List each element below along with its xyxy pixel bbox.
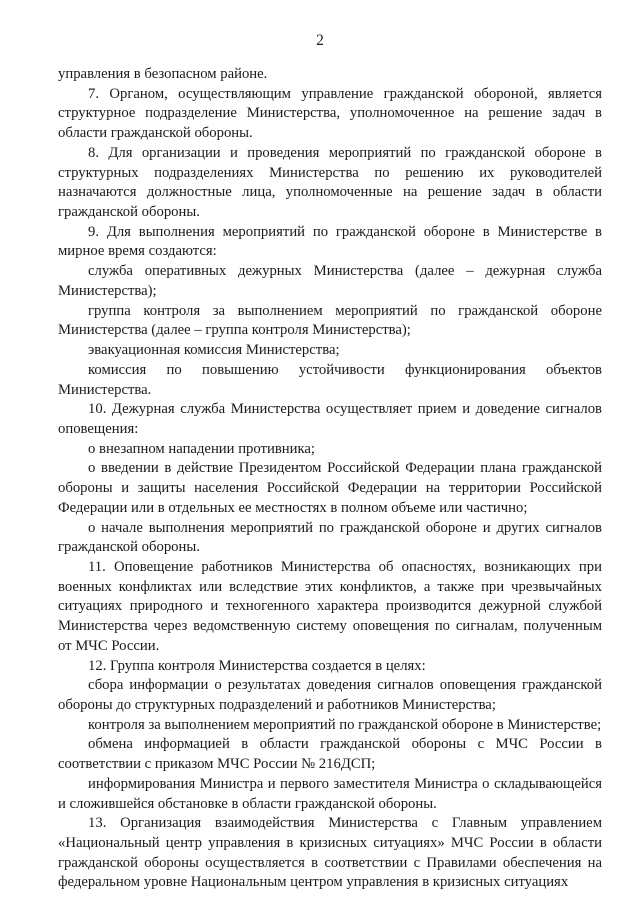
paragraph: 8. Для организации и проведения мероприятий по гражданской обороне в структурных подразделениях Министерства по решению их руководителей назначаются должностные лица, уполномоченные на решение задач в области гражданской обороны. (58, 144, 602, 221)
paragraph: о начале выполнения мероприятий по гражданской обороне и других сигналов гражданской обороны. (58, 519, 602, 556)
paragraph: о внезапном нападении противника; (88, 440, 315, 457)
paragraph: обмена информацией в области гражданской обороны с МЧС России в соответствии с приказом МЧС России № 216ДСП; (58, 736, 602, 773)
paragraph: 10. Дежурная служба Министерства осуществляет прием и доведение сигналов оповещения: (58, 401, 602, 437)
paragraph: о введении в действие Президентом Российской Федерации плана гражданской обороны и защиты населения Российской Федерации на территории Российской Федерации или в отдельных ее местностях в полном объеме или частично; (58, 460, 602, 516)
paragraph: эвакуационная комиссия Министерства; (88, 342, 340, 359)
paragraph: управления в безопасном районе. (58, 66, 268, 82)
paragraph: 13. Организация взаимодействия Министерства с Главным управлением «Национальный центр управления в кризисных ситуациях» МЧС России в области гражданской обороны осуществляется в соответствии с Правилами обеспечения на федеральном уровне Национальным центром управления в кризисных ситуациях (58, 815, 602, 891)
paragraph: информирования Министра и первого заместителя Министра о складывающейся и сложившейся обстановке в области гражданской обороны. (58, 775, 602, 812)
page-number: 2 (316, 32, 324, 49)
document-body (58, 65, 602, 893)
paragraph: 7. Органом, осуществляющим управление гражданской обороной, является структурное подразделение Министерства, уполномоченное на решение задач в области гражданской обороны. (58, 85, 602, 142)
paragraph: 9. Для выполнения мероприятий по гражданской обороне в Министерстве в мирное время создаются: (58, 223, 602, 260)
paragraph: комиссия по повышению устойчивости функционирования объектов Министерства. (58, 361, 602, 398)
paragraph: служба оперативных дежурных Министерства (далее – дежурная служба Министерства); (58, 263, 602, 299)
paragraph: 11. Оповещение работников Министерства об опасностях, возникающих при военных конфликтах или вследствие этих конфликтов, а также при чрезвычайных ситуациях природного и техногенного характера производится дежурной службой Министерства через ведомственную систему оповещения по сигналам, полученным от МЧС России. (58, 558, 602, 654)
paragraph: сбора информации о результатах доведения сигналов оповещения гражданской обороны до структурных подразделений и работников Министерства; (58, 677, 602, 713)
paragraph: группа контроля за выполнением мероприятий по гражданской обороне Министерства (далее – группа контроля Министерства); (58, 302, 602, 339)
paragraph: контроля за выполнением мероприятий по гражданской обороне в Министерстве; (88, 716, 602, 733)
paragraph: 12. Группа контроля Министерства создается в целях: (88, 657, 426, 674)
